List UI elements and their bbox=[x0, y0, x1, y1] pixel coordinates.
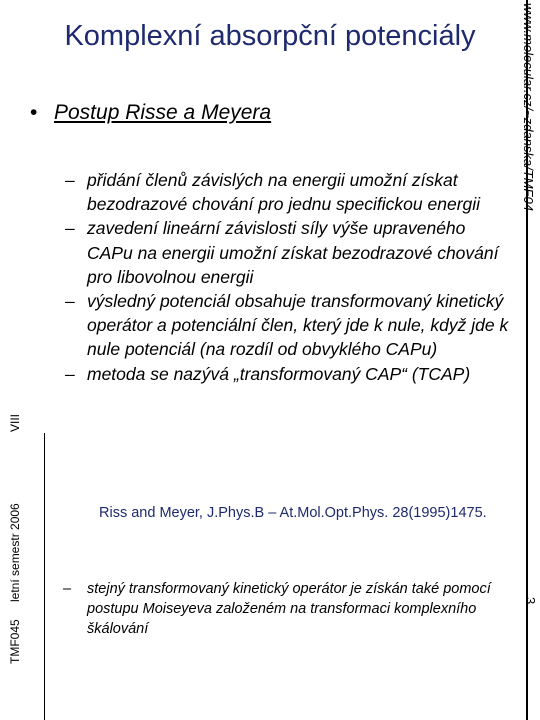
note-text: stejný transformovaný kinetický operátor je získán také pomocí postupu Moiseyeva založeném na transformaci komplexního škálování bbox=[87, 581, 491, 637]
sub-bullet-item bbox=[65, 216, 510, 289]
reference-citation: Riss and Meyer, J.Phys.B – At.Mol.Opt.Phys. 28(1995)1475. bbox=[99, 505, 487, 521]
sub-bullet-text: výsledný potenciál obsahuje transformovaný kinetický operátor a potenciální člen, který jde k nule, když jde k nule potenciál (na rozdíl od obvyklého CAPu) bbox=[87, 291, 509, 360]
sub-bullet-text: metoda se nazývá „transformovaný CAP“ (TCAP) bbox=[87, 363, 471, 384]
main-bullet bbox=[30, 101, 271, 125]
sub-bullet-item bbox=[65, 289, 510, 362]
website-url: www.molecular.cz/~zdanska/TMF04 bbox=[521, 3, 536, 211]
dash-icon: – bbox=[65, 170, 75, 190]
lecture-number: VIII bbox=[8, 413, 22, 432]
sub-bullet-text: zavedení lineární závislosti síly výše upraveného CAPu na energii umožní získat bezodrazové chování pro libovolnou energii bbox=[87, 218, 499, 287]
dash-icon: – bbox=[65, 291, 75, 312]
course-code: TMF045 bbox=[8, 619, 22, 664]
sub-bullet-list bbox=[65, 168, 510, 386]
dash-icon: – bbox=[65, 363, 75, 384]
dash-icon: – bbox=[63, 581, 72, 597]
sub-bullet-text: přidání členů závislých na energii umožní získat bezodrazové chování pro jednu specifickou energii bbox=[87, 170, 481, 215]
slide-title: Komplexní absorpční potenciály bbox=[64, 20, 476, 52]
dash-icon: – bbox=[65, 218, 75, 239]
page-number: 3 bbox=[523, 597, 538, 605]
sub-bullet-item bbox=[65, 168, 510, 216]
note-list bbox=[63, 579, 503, 639]
note-item bbox=[63, 579, 503, 639]
sub-bullet-item bbox=[65, 362, 510, 386]
semester-label: letní semestr 2006 bbox=[8, 503, 22, 602]
main-bullet-text: Postup Risse a Meyera bbox=[54, 101, 272, 124]
left-divider bbox=[44, 433, 45, 720]
bullet-icon: • bbox=[30, 101, 38, 124]
